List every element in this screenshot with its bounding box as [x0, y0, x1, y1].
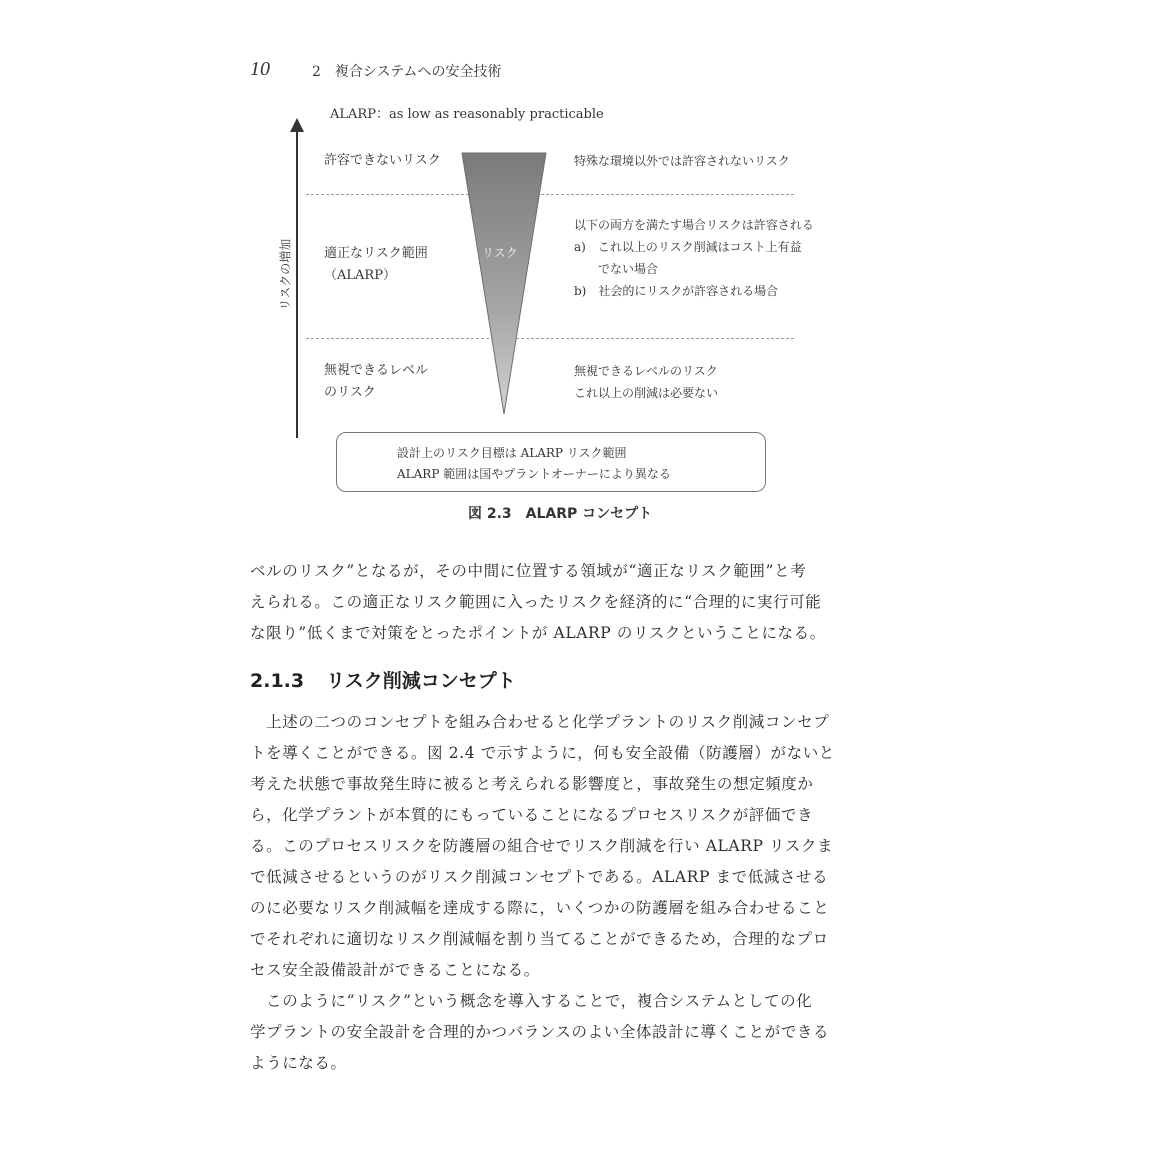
risk-axis-line	[296, 128, 298, 438]
paragraph-line: えられる。この適正なリスク範囲に入ったリスクを経済的に“合理的に実行可能	[250, 593, 822, 611]
zone-unacceptable-description	[574, 150, 790, 172]
zone-desc-line: これ以上の削減は必要ない	[574, 386, 719, 400]
paragraph-line: 上述の二つのコンセプトを組み合わせると化学プラントのリスク削減コンセプ	[250, 713, 830, 731]
zone-divider-lower	[306, 338, 794, 339]
paragraph-line: 考えた状態で事故発生時に被ると考えられる影響度と，事故発生の想定頻度か	[250, 775, 814, 793]
zone-desc-line: 無視できるレベルのリスク	[574, 364, 718, 378]
paragraph-line: な限り”低くまで対策をとったポイントが ALARP のリスクということになる。	[250, 624, 826, 642]
risk-axis-label: リスクの増加	[278, 238, 293, 311]
zone-unacceptable-label	[324, 150, 441, 172]
paragraph-line: ら，化学プラントが本質的にもっていることになるプロセスリスクが評価でき	[250, 806, 814, 824]
zone-label-line: 適正なリスク範囲	[324, 246, 428, 261]
zone-negligible-description	[574, 360, 718, 404]
zone-desc-line: a) これ以上のリスク削減はコスト上有益	[574, 240, 802, 254]
alarp-definition-note: ALARP：as low as reasonably practicable	[330, 107, 604, 122]
zone-divider-upper	[306, 194, 794, 195]
paragraph-line: ようになる。	[250, 1054, 347, 1072]
running-chapter-title: 2 複合システムへの安全技術	[312, 64, 502, 80]
paragraph-conclusion	[250, 986, 829, 1079]
paragraph-line: る。このプロセスリスクを防護層の組合せでリスク削減を行い ALARP リスクま	[250, 837, 834, 855]
section-number: 2.1.3	[250, 670, 305, 692]
zone-label-line: のリスク	[324, 385, 376, 400]
zone-desc-line: 以下の両方を満たす場合リスクは許容される	[574, 218, 814, 232]
risk-target-box	[336, 432, 766, 492]
section-heading	[250, 666, 516, 693]
zone-negligible-label	[324, 360, 428, 404]
zone-desc-line: でない場合	[574, 262, 659, 276]
paragraph-line: で低減させるというのがリスク削減コンセプトである。ALARP まで低減させる	[250, 868, 829, 886]
zone-label-line: 無視できるレベル	[324, 363, 429, 378]
zone-label-line: （ALARP）	[324, 268, 396, 283]
zone-alarp-label	[324, 243, 428, 287]
alarp-figure	[0, 0, 1150, 530]
risk-target-line: ALARP 範囲は国やプラントオーナーにより異なる	[397, 467, 671, 481]
risk-target-line: 設計上のリスク目標は ALARP リスク範囲	[397, 446, 627, 460]
paragraph-line: のに必要なリスク削減幅を達成する際に，いくつかの防護層を組み合わせること	[250, 899, 830, 917]
zone-alarp-description	[574, 214, 814, 302]
paragraph-line: セス安全設備設計ができることになる。	[250, 961, 540, 979]
paragraph-line: トを導くことができる。図 2.4 で示すように，何も安全設備（防護層）がないと	[250, 744, 835, 762]
paragraph-alarp-explanation	[250, 556, 826, 649]
zone-label-line: 許容できないリスク	[324, 153, 441, 168]
zone-desc-line: 特殊な環境以外では許容されないリスク	[574, 154, 790, 168]
risk-triangle	[460, 152, 548, 416]
triangle-risk-label: リスク	[482, 246, 518, 260]
paragraph-line: このように“リスク”という概念を導入することで，複合システムとしての化	[250, 992, 813, 1010]
risk-triangle-graphic	[460, 152, 548, 416]
figure-caption: 図 2.3 ALARP コンセプト	[468, 506, 653, 522]
page-number: 10	[250, 58, 270, 80]
paragraph-line: 学プラントの安全設計を合理的かつバランスのよい全体設計に導くことができる	[250, 1023, 830, 1041]
paragraph-line: でそれぞれに適切なリスク削減幅を割り当てることができるため，合理的なプロ	[250, 930, 829, 948]
paragraph-risk-reduction-concept	[250, 707, 835, 986]
paragraph-line: ベルのリスク”となるが，その中間に位置する領域が“適正なリスク範囲”と考	[250, 562, 807, 580]
section-title: リスク削減コンセプト	[326, 670, 516, 692]
zone-desc-line: b) 社会的にリスクが許容される場合	[574, 284, 779, 298]
